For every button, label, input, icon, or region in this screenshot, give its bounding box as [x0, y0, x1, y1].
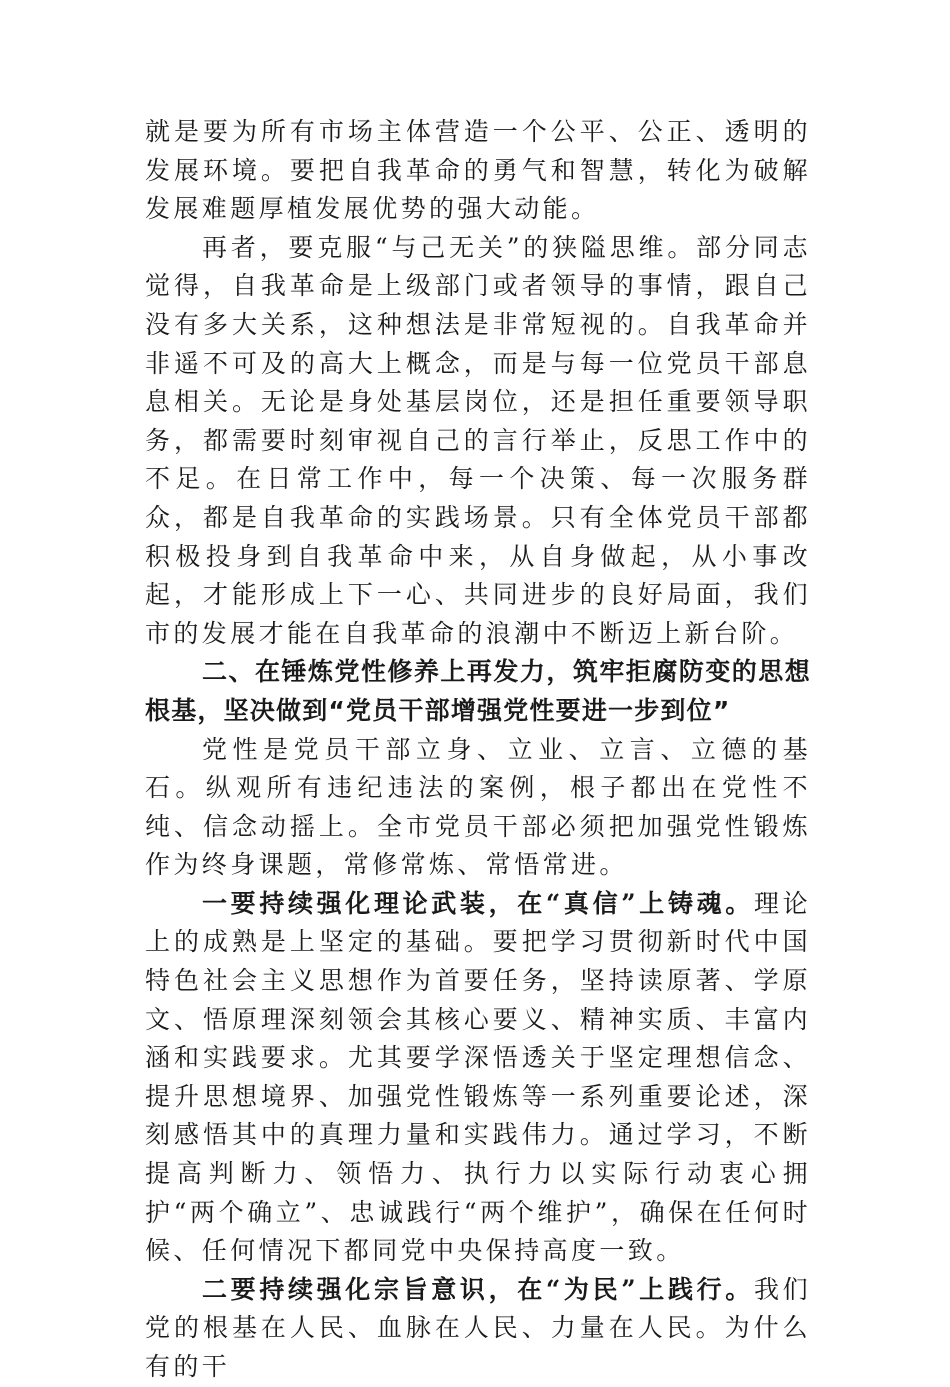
body-text: [145, 113, 811, 1387]
paragraph-people-purpose: [145, 1271, 811, 1387]
paragraph-party-spirit: 党性是党员干部立身、立业、立言、立德的基石。纵观所有违纪违法的案例，根子都出在党性不纯、信念动摇上。全市党员干部必须把加强党性锻炼作为终身课题，常修常炼、常悟常进。: [145, 734, 811, 880]
paragraph-self-revolution: 再者，要克服“与己无关”的狭隘思维。部分同志觉得，自我革命是上级部门或者领导的事情，跟自己没有多大关系，这种想法是非常短视的。自我革命并非遥不可及的高大上概念，而是与每一位党员干部息息相关。无论是身处基层岗位，还是担任重要领导职务，都需要时刻审视自己的言行举止，反思工作中的不足。在日常工作中，每一个决策、每一次服务群众，都是自我革命的实践场景。只有全体党员干部都积极投身到自我革命中来，从自身做起，从小事改起，才能形成上下一心、共同进步的良好局面，我们市的发展才能在自我革命的浪潮中不断迈上新台阶。: [145, 232, 811, 648]
paragraph-continuation: 就是要为所有市场主体营造一个公平、公正、透明的发展环境。要把自我革命的勇气和智慧，转化为破解发展难题厚植发展优势的强大动能。: [145, 117, 811, 224]
paragraph-lead-text: 一要持续强化理论武装，在“真信”上铸魂。: [202, 888, 754, 918]
paragraph-lead-text: 二要持续强化宗旨意识，在“为民”上践行。: [202, 1274, 754, 1304]
paragraph-body-text: 我们党的根基在人民、血脉在人民、力量在人民。为什么有的干: [145, 1274, 811, 1381]
paragraph-body-text: 理论上的成熟是上坚定的基础。要把学习贯彻新时代中国特色社会主义思想作为首要任务，坚持读原著、学原文、悟原理深刻领会其核心要义、精神实质、丰富内涵和实践要求。尤其要学深悟透关于坚定理想信念、提升思想境界、加强党性锻炼等一系列重要论述，深刻感悟其中的真理力量和实践伟力。通过学习，不断提高判断力、领悟力、执行力以实际行动衷心拥护“两个确立”、忠诚践行“两个维护”，确保在任何时候、任何情况下都同党中央保持高度一致。: [145, 888, 811, 1266]
section-heading: 二、在锤炼党性修养上再发力，筑牢拒腐防变的思想根基，坚决做到“党员干部增强党性要进一步到位”: [145, 657, 811, 725]
paragraph-theory-arming: [145, 885, 811, 1271]
